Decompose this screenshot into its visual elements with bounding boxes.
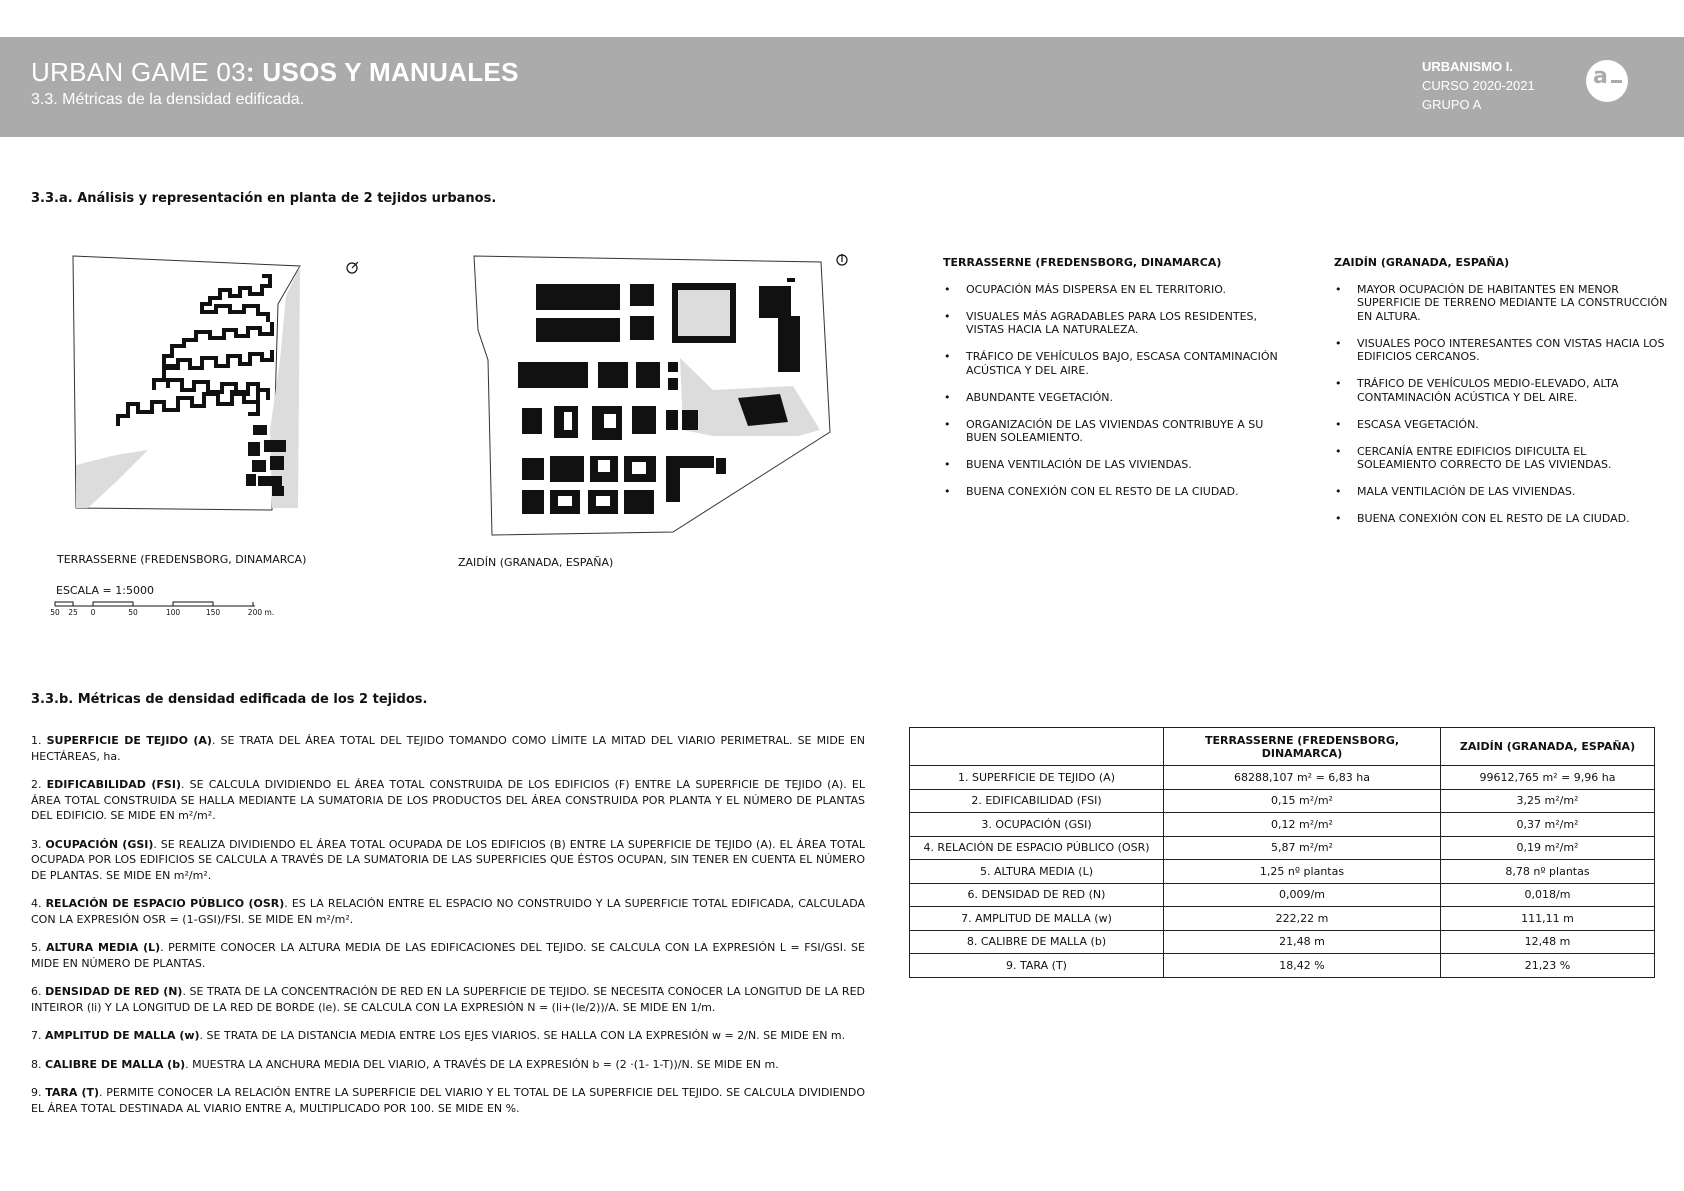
map2-block: [536, 284, 620, 310]
map2-court: [598, 460, 610, 472]
table-header-cell: ZAIDÍN (GRANADA, ESPAÑA): [1441, 728, 1655, 766]
map2-court: [596, 496, 610, 506]
scale-label: ESCALA = 1:5000: [56, 584, 154, 597]
definition-text: . PERMITE CONOCER LA RELACIÓN ENTRE LA SUPERFICIE DEL VIARIO Y EL TOTAL DE LA SUPERFICIE DEL TEJIDO. SE CALCULA DIVIDIENDO EL ÁREA TOTAL DESTINADA AL VIARIO ENTRE A, MULTIPLICADO POR 100. SE MIDE EN %.: [31, 1086, 865, 1115]
definition-term: AMPLITUD DE MALLA (w): [45, 1029, 200, 1042]
scale-bar-line: [55, 602, 255, 606]
definition-term: ALTURA MEDIA (L): [46, 941, 161, 954]
list-item: • TRÁFICO DE VEHÍCULOS BAJO, ESCASA CONTAMINACIÓN ACÚSTICA Y DEL AIRE.: [943, 350, 1283, 377]
scale-tick-label: 50: [50, 608, 60, 617]
table-row: [910, 813, 1655, 837]
table-cell: 0,12 m²/m²: [1164, 813, 1441, 837]
list-item: • ORGANIZACIÓN DE LAS VIVIENDAS CONTRIBUYE A SU BUEN SOLEAMIENTO.: [943, 418, 1283, 445]
observations-title: ZAIDÍN (GRANADA, ESPAÑA): [1334, 256, 1510, 269]
list-item: • BUENA CONEXIÓN CON EL RESTO DE LA CIUDAD.: [1334, 512, 1668, 526]
list-item: • ESCASA VEGETACIÓN.: [1334, 418, 1668, 432]
definition-item: [31, 1028, 865, 1044]
table-row: [910, 860, 1655, 884]
map2-block: [666, 456, 680, 502]
table-cell: 6. DENSIDAD DE RED (N): [910, 883, 1164, 907]
map1-block: [248, 442, 260, 456]
map2-block: [668, 378, 678, 390]
definition-number: 2.: [31, 778, 42, 791]
map2-block: [550, 456, 584, 482]
table-row: [910, 766, 1655, 790]
section-b-title: 3.3.b. Métricas de densidad edificada de los 2 tejidos.: [31, 692, 428, 707]
definition-text: . SE TRATA DE LA DISTANCIA MEDIA ENTRE LOS EJES VIARIOS. SE HALLA CON LA EXPRESIÓN w = 2/N. SE MIDE EN m.: [199, 1029, 846, 1042]
definition-item: [31, 777, 865, 824]
list-item: • OCUPACIÓN MÁS DISPERSA EN EL TERRITORIO.: [943, 283, 1283, 297]
page-subtitle: 3.3. Métricas de la densidad edificada.: [31, 91, 305, 108]
course-group: GRUPO A: [1422, 97, 1482, 112]
definition-term: SUPERFICIE DE TEJIDO (A): [46, 734, 212, 747]
table-cell: 21,23 %: [1441, 954, 1655, 978]
map1-block: [272, 486, 284, 496]
observations-terrasserne: [943, 256, 1283, 512]
scale-ticks: [50, 608, 274, 617]
definition-number: 4.: [31, 897, 42, 910]
map2-block: [759, 286, 791, 318]
table-header-cell: TERRASSERNE (FREDENSBORG, DINAMARCA): [1164, 728, 1441, 766]
definition-text: . SE TRATA DEL ÁREA TOTAL DEL TEJIDO TOMANDO COMO LÍMITE LA MITAD DEL VIARIO PERIMETRAL. SE MIDE EN HECTÁREAS, ha.: [31, 734, 866, 763]
map2-block: [522, 490, 544, 514]
map2-court: [558, 496, 572, 506]
north-arrow-icon: [837, 254, 847, 265]
definition-item: [31, 733, 865, 764]
definition-term: EDIFICABILIDAD (FSI): [46, 778, 181, 791]
scale-tick-label: 25: [68, 608, 78, 617]
definition-number: 3.: [31, 837, 42, 851]
definition-item: [31, 940, 865, 971]
scale-tick-label: 0: [90, 608, 96, 617]
list-item: • BUENA VENTILACIÓN DE LAS VIVIENDAS.: [943, 458, 1283, 472]
map2-block: [522, 458, 544, 480]
scale-bar: [50, 598, 300, 618]
table-cell: 1,25 nº plantas: [1164, 860, 1441, 884]
definitions-list: [31, 733, 865, 1129]
map2-block: [598, 362, 628, 388]
definition-text: . SE TRATA DE LA CONCENTRACIÓN DE RED EN LA SUPERFICIE DE TEJIDO. SE NECESITA CONOCER LA LONGITUD DE LA RED INTEIROR (li) Y LA LONGITUD DE LA RED DE BORDE (le). SE CALCULA CON LA EXPRESIÓN N = (li+(le/2))/A. SE MIDE EN 1/m.: [31, 985, 865, 1014]
definition-number: 6.: [31, 985, 42, 998]
list-item: • VISUALES MÁS AGRADABLES PARA LOS RESIDENTES, VISTAS HACIA LA NATURALEZA.: [943, 310, 1283, 337]
table-cell: 7. AMPLITUD DE MALLA (w): [910, 907, 1164, 931]
map1-block: [258, 476, 282, 486]
table-cell: 9. TARA (T): [910, 954, 1164, 978]
scale-tick-label: 50: [128, 608, 138, 617]
list-item: • VISUALES POCO INTERESANTES CON VISTAS HACIA LOS EDIFICIOS CERCANOS.: [1334, 337, 1668, 364]
table-cell: 8. CALIBRE DE MALLA (b): [910, 930, 1164, 954]
definition-number: 1.: [31, 734, 42, 747]
definition-item: [31, 1057, 865, 1073]
definition-item: [31, 837, 865, 884]
map1-block: [270, 456, 284, 470]
scale-tick-label: 200 m.: [247, 608, 275, 617]
table-cell: 68288,107 m² = 6,83 ha: [1164, 766, 1441, 790]
list-item: • TRÁFICO DE VEHÍCULOS MEDIO-ELEVADO, ALTA CONTAMINACIÓN ACÚSTICA Y DEL AIRE.: [1334, 377, 1668, 404]
observations-zaidin: [1334, 256, 1668, 539]
map2-court: [604, 414, 616, 428]
map2-court: [564, 412, 572, 430]
table-cell: 3,25 m²/m²: [1441, 789, 1655, 813]
definition-term: OCUPACIÓN (GSI): [45, 837, 154, 851]
table-row: [910, 836, 1655, 860]
map2-block: [632, 406, 656, 434]
table-cell: 0,37 m²/m²: [1441, 813, 1655, 837]
map1-block: [252, 460, 266, 472]
definition-term: DENSIDAD DE RED (N): [45, 985, 183, 998]
definition-text: . SE CALCULA DIVIDIENDO EL ÁREA TOTAL CONSTRUIDA DE LOS EDIFICIOS (F) ENTRE LA SUPERFICIE DE TEJIDO (A). EL ÁREA TOTAL CONSTRUIDA SE HALLA MEDIANTE LA SUMATORIA DE LOS PRODUCTOS DEL ÁREA CONSTRUIDA POR PLANTA Y EL NÚMERO DE PLANTAS DEL EDIFICIO. SE MIDE EN m²/m².: [31, 778, 865, 822]
map2-block: [522, 408, 542, 434]
definition-item: [31, 896, 865, 927]
map-terrasserne: [58, 250, 360, 540]
table-cell: 5,87 m²/m²: [1164, 836, 1441, 860]
page-title: [31, 57, 519, 88]
table-cell: 1. SUPERFICIE DE TEJIDO (A): [910, 766, 1164, 790]
definition-number: 8.: [31, 1057, 42, 1071]
page-header: [0, 37, 1684, 137]
definition-text: . SE REALIZA DIVIDIENDO EL ÁREA TOTAL OCUPADA DE LOS EDIFICIOS (B) ENTRE LA SUPERFICIE DE TEJIDO (A). EL ÁREA TOTAL OCUPADA POR LOS EDIFICIOS SE CALCULA A TRAVÉS DE LA SUMATORIA DE LAS SUPERFICIES QUE ÉSTOS OCUPAN, SIN TENER EN CUENTA EL NÚMERO DE PLANTAS. SE MIDE EN m²/m².: [31, 837, 865, 882]
metrics-table: [909, 727, 1655, 978]
course-subject: URBANISMO I.: [1422, 59, 1513, 74]
map2-block: [624, 490, 654, 514]
map2-block: [716, 458, 726, 474]
table-cell: 0,15 m²/m²: [1164, 789, 1441, 813]
list-item: • CERCANÍA ENTRE EDIFICIOS DIFICULTA EL SOLEAMIENTO CORRECTO DE LAS VIVIENDAS.: [1334, 445, 1668, 472]
table-cell: 12,48 m: [1441, 930, 1655, 954]
observations-title: TERRASSERNE (FREDENSBORG, DINAMARCA): [943, 256, 1222, 269]
map2-block: [682, 410, 698, 430]
north-arrow-icon: [347, 262, 358, 273]
table-cell: 8,78 nº plantas: [1441, 860, 1655, 884]
map2-caption: ZAIDÍN (GRANADA, ESPAÑA): [458, 556, 614, 569]
definition-item: [31, 984, 865, 1015]
table-cell: 0,19 m²/m²: [1441, 836, 1655, 860]
map2-block: [636, 362, 660, 388]
definition-term: CALIBRE DE MALLA (b): [45, 1057, 186, 1071]
map1-block: [253, 425, 267, 435]
map1-block: [264, 440, 286, 452]
section-a-title: 3.3.a. Análisis y representación en planta de 2 tejidos urbanos.: [31, 191, 497, 206]
course-info: [1422, 57, 1535, 114]
list-item: • ABUNDANTE VEGETACIÓN.: [943, 391, 1283, 405]
definition-term: RELACIÓN DE ESPACIO PÚBLICO (OSR): [45, 897, 285, 910]
title-prefix: URBAN GAME 03: [31, 57, 246, 87]
map2-block: [630, 316, 654, 340]
table-cell: 21,48 m: [1164, 930, 1441, 954]
map2-block: [518, 362, 588, 388]
table-cell: 2. EDIFICABILIDAD (FSI): [910, 789, 1164, 813]
table-row: [910, 907, 1655, 931]
table-cell: 0,009/m: [1164, 883, 1441, 907]
definition-number: 9.: [31, 1086, 42, 1099]
map2-block: [666, 410, 678, 430]
map1-caption: TERRASSERNE (FREDENSBORG, DINAMARCA): [57, 553, 307, 566]
table-cell: 0,018/m: [1441, 883, 1655, 907]
observations-list: [943, 283, 1283, 499]
logo-dash: [1611, 80, 1622, 83]
course-year: CURSO 2020-2021: [1422, 78, 1535, 93]
definition-text: . ES LA RELACIÓN ENTRE EL ESPACIO NO CONSTRUIDO Y LA SUPERFICIE TOTAL EDIFICADA, CALCULADA CON LA EXPRESIÓN OSR = (1-GSI)/FSI. SE MIDE EN m²/m².: [31, 897, 865, 926]
table-cell: 4. RELACIÓN DE ESPACIO PÚBLICO (OSR): [910, 836, 1164, 860]
scale-tick-label: 100: [165, 608, 181, 617]
map2-block: [536, 318, 620, 342]
definition-number: 7.: [31, 1029, 42, 1042]
table-row: [910, 789, 1655, 813]
table-header-row: [910, 728, 1655, 766]
table-cell: 5. ALTURA MEDIA (L): [910, 860, 1164, 884]
table-row: [910, 954, 1655, 978]
list-item: • MAYOR OCUPACIÓN DE HABITANTES EN MENOR SUPERFICIE DE TERRENO MEDIANTE LA CONSTRUCCIÓN EN ALTURA.: [1334, 283, 1668, 324]
list-item: • MALA VENTILACIÓN DE LAS VIVIENDAS.: [1334, 485, 1668, 499]
map1-block: [246, 474, 256, 486]
scale-tick-label: 150: [205, 608, 221, 617]
definition-term: TARA (T): [45, 1086, 100, 1099]
map2-court: [632, 462, 646, 474]
list-item: • BUENA CONEXIÓN CON EL RESTO DE LA CIUDAD.: [943, 485, 1283, 499]
map2-block: [778, 316, 800, 372]
table-cell: 99612,765 m² = 9,96 ha: [1441, 766, 1655, 790]
table-cell: 222,22 m: [1164, 907, 1441, 931]
table-cell: 18,42 %: [1164, 954, 1441, 978]
logo-letter: a: [1593, 64, 1608, 89]
definition-number: 5.: [31, 941, 42, 954]
table-cell: 3. OCUPACIÓN (GSI): [910, 813, 1164, 837]
map2-block: [668, 362, 678, 372]
definition-text: . PERMITE CONOCER LA ALTURA MEDIA DE LAS EDIFICACIONES DEL TEJIDO. SE CALCULA CON LA EXPRESIÓN L = FSI/GSI. SE MIDE EN NÚMERO DE PLANTAS.: [31, 941, 865, 970]
map-zaidin: [458, 250, 853, 540]
table-header-cell: [910, 728, 1164, 766]
title-separator: :: [245, 57, 255, 87]
map2-inner-court: [678, 290, 730, 336]
table-row: [910, 930, 1655, 954]
observations-list: [1334, 283, 1668, 526]
table-cell: 111,11 m: [1441, 907, 1655, 931]
logo-icon: [1586, 60, 1628, 102]
definition-text: . MUESTRA LA ANCHURA MEDIA DEL VIARIO, A TRAVÉS DE LA EXPRESIÓN b = (2 ·(1- 1-T))/N. SE MIDE EN m.: [185, 1057, 779, 1071]
map2-block: [787, 278, 795, 282]
map2-block: [630, 284, 654, 306]
table-row: [910, 883, 1655, 907]
definition-item: [31, 1085, 865, 1116]
title-bold: USOS Y MANUALES: [254, 57, 519, 87]
